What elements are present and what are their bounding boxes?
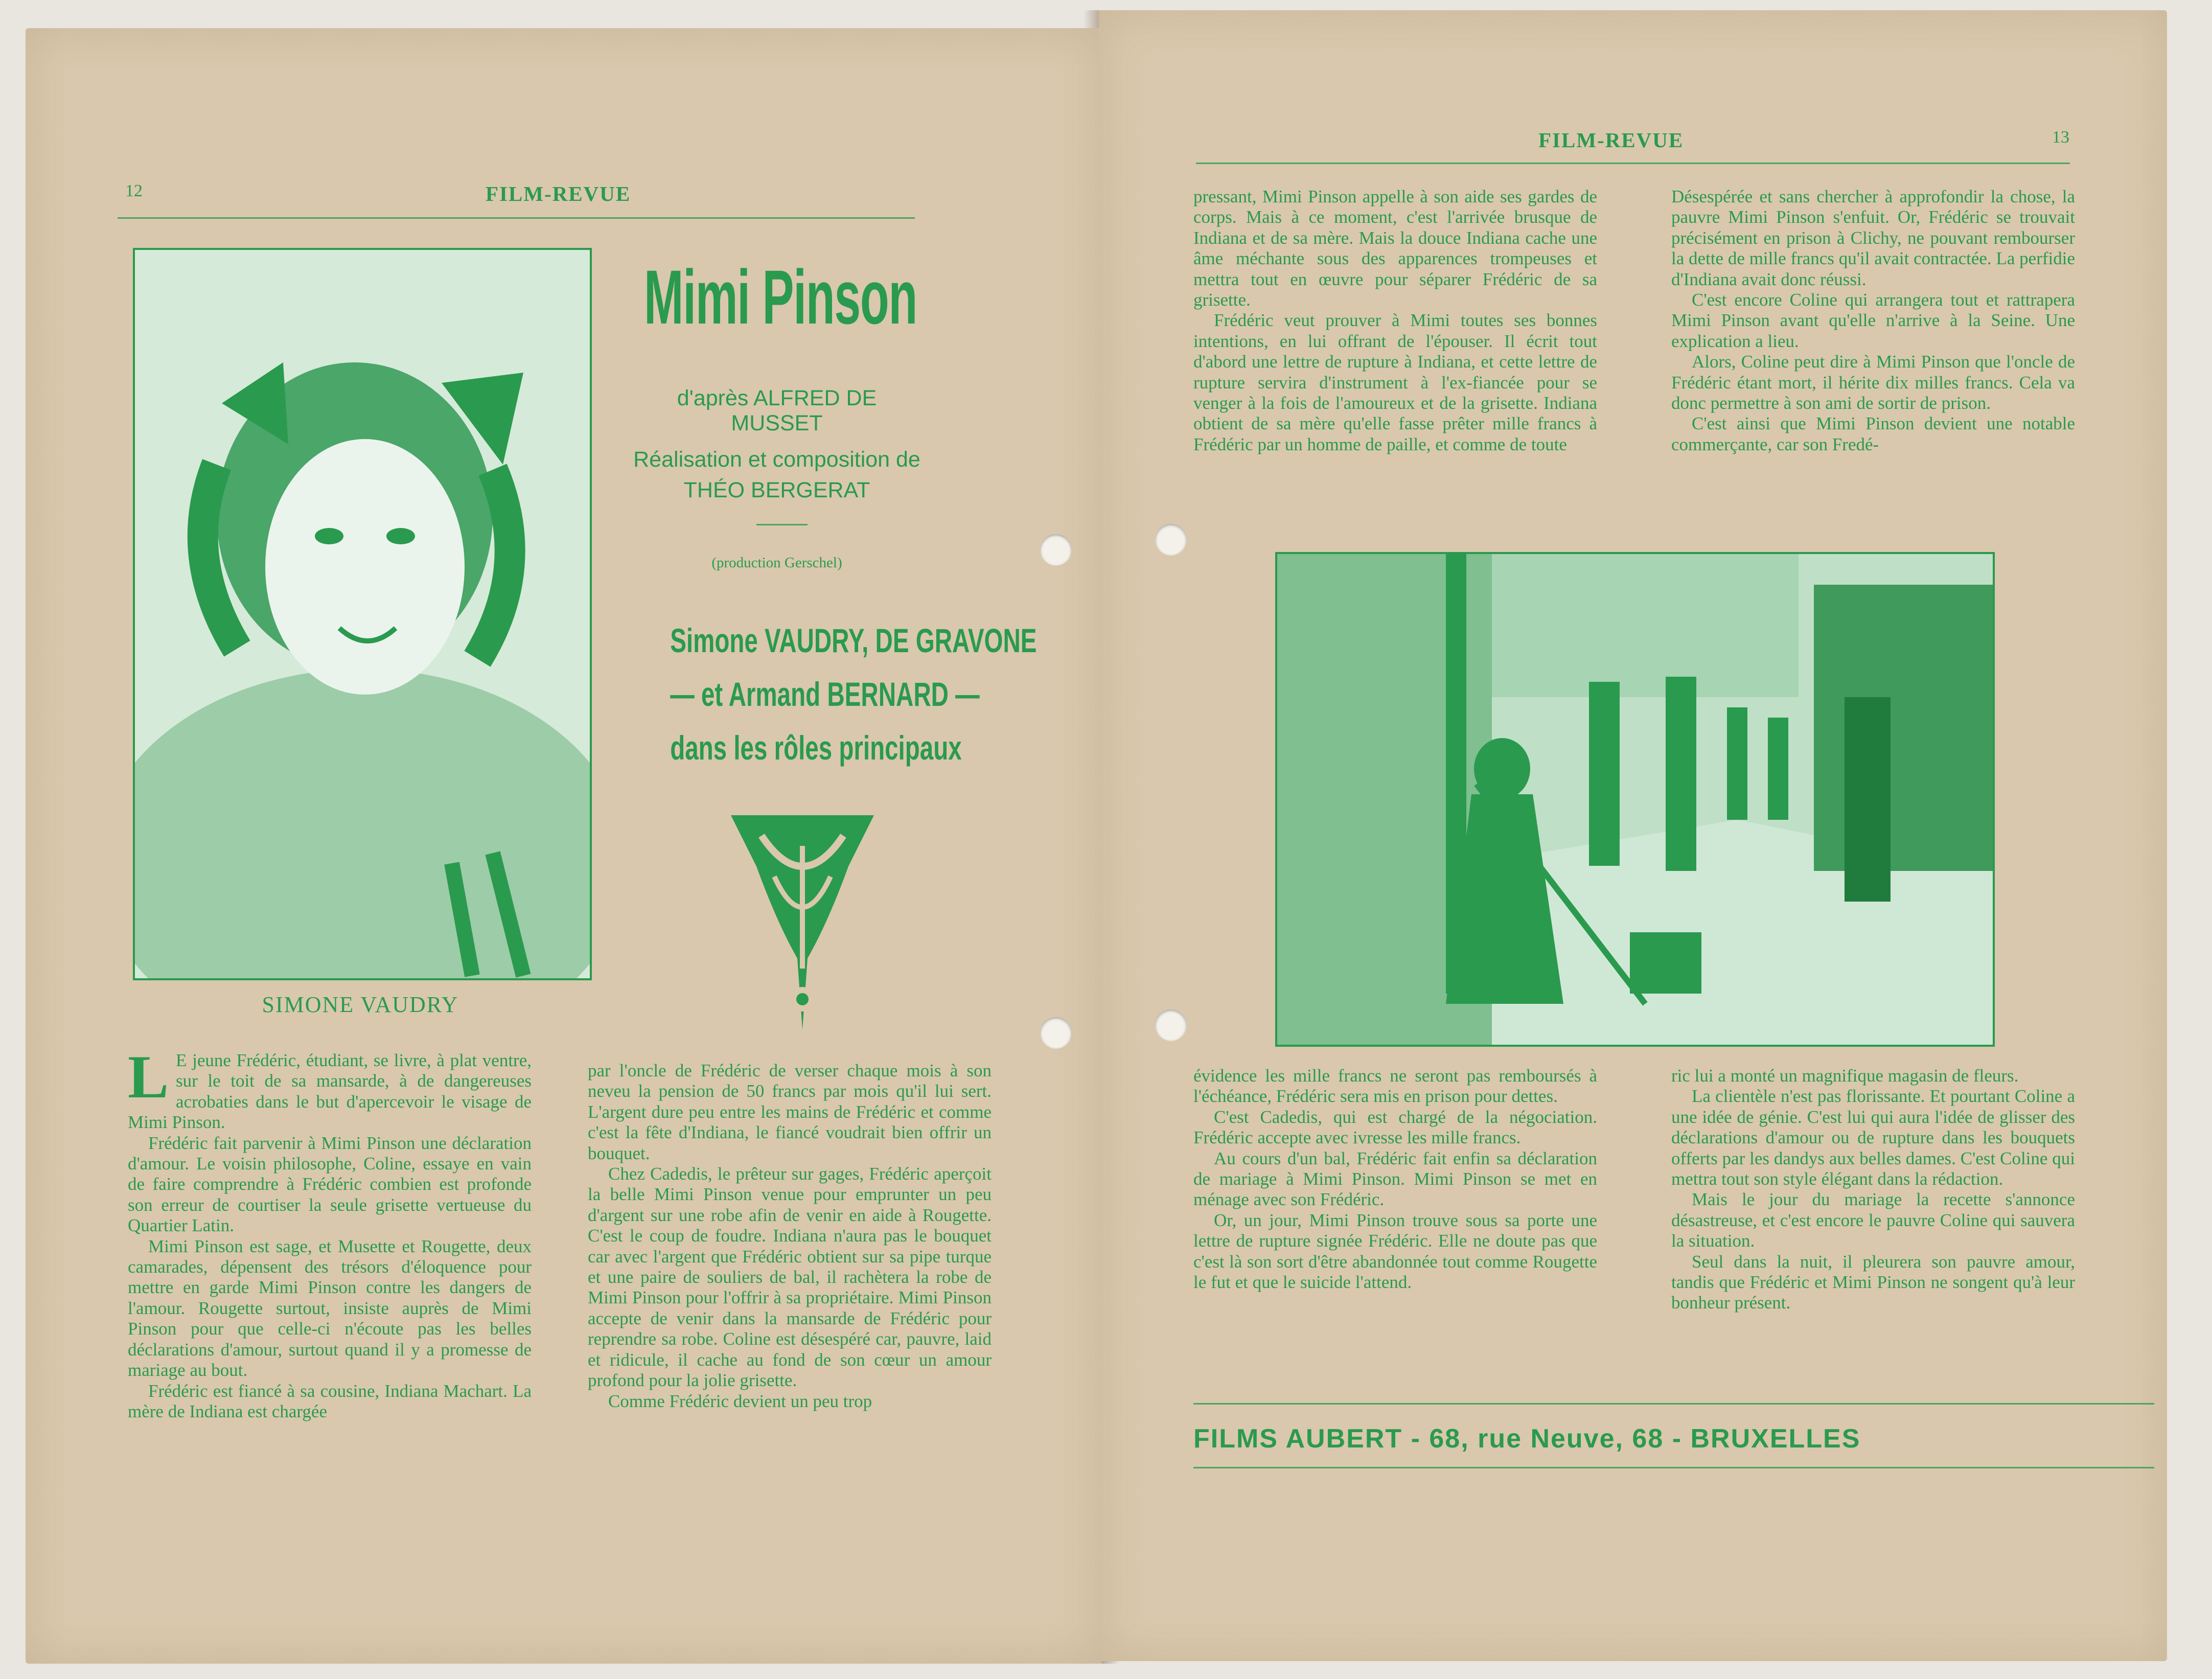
paragraph: Comme Frédéric devient un peu trop xyxy=(608,1391,872,1411)
director-name: THÉO BERGERAT xyxy=(683,478,870,502)
paragraph: Chez Cadedis, le prêteur sur gages, Frédéric aperçoit la belle Mimi Pinson venue pour emprunter un peu d'argent sur une robe afin de venir en aide à Rougette. C'est le coup de foudre. Indiana n'aura pas le bouquet car avec l'argent que Frédéric obtient sur sa pipe turque et une paire de souliers de bal, il rachètera la robe de Mimi Pinson pour l'offrir à sa propriétaire. Mimi Pinson accepte de venir dans la mansarde de Frédéric pour reprendre sa robe. Coline est désespéré car, pauvre, laid et ridicule, il cache au fond de son cœur un amour profond pour la jolie grisette. xyxy=(588,1164,992,1391)
paragraph: Alors, Coline peut dire à Mimi Pinson que l'oncle de Frédéric étant mort, il hérite dix milles francs. Cela va donc permettre à son ami de sortir de prison. xyxy=(1671,352,2075,413)
film-title: Mimi Pinson xyxy=(644,254,917,340)
punch-hole xyxy=(1040,1017,1072,1049)
running-header: FILM-REVUE xyxy=(1538,128,1684,152)
publisher-footer: FILMS AUBERT - 68, rue Neuve, 68 - BRUXELLES xyxy=(1193,1424,1861,1454)
article-column-2-bottom xyxy=(1671,1066,2075,1314)
left-page xyxy=(26,28,1101,1664)
cast-line-1: Simone VAUDRY, DE GRAVONE xyxy=(670,622,1037,659)
paragraph: La clientèle n'est pas florissante. Et pourtant Coline a une idée de génie. C'est lui qui aura l'idée de glisser des déclarations d'amour ou de rupture dans les bouquets offerts par les dandys aux belles dames. C'est Coline qui mettra tout son style élégant dans la rédaction. xyxy=(1671,1086,2075,1189)
cast-line-2: — et Armand BERNARD — xyxy=(670,675,980,713)
page-number: 12 xyxy=(125,181,143,200)
article-column-1 xyxy=(128,1043,532,1422)
cast-line-3: dans les rôles principaux xyxy=(670,729,962,767)
punch-hole xyxy=(1040,534,1072,566)
punch-hole xyxy=(1155,1009,1187,1041)
paragraph: C'est Cadedis, qui est chargé de la négociation. Frédéric accepte avec ivresse les mille francs. xyxy=(1193,1107,1597,1148)
paragraph: Or, un jour, Mimi Pinson trouve sous sa porte une lettre de rupture signée Frédéric. Elle ne doute pas que c'est là son sort d'être abandonnée tout comme Rougette le fut et que le suicide l'attend. xyxy=(1193,1210,1597,1293)
article-column-1-top xyxy=(1193,187,1597,455)
footer-rule xyxy=(1193,1403,2154,1405)
paragraph: Mimi Pinson est sage, et Musette et Rougette, deux camarades, dépensent des trésors d'éloquence pour mettre en garde Mimi Pinson contre les dangers de l'amour. Rougette surtout, insiste auprès de Mimi Pinson pour que celle-ci n'écoute pas les belles déclarations d'amour, surtout quand il y a promesse de mariage au bout. xyxy=(128,1236,532,1381)
paragraph: Seul dans la nuit, il pleurera son pauvre amour, tandis que Frédéric et Mimi Pinson ne songent qu'à leur bonheur présent. xyxy=(1671,1251,2075,1313)
street-scene-photo xyxy=(1275,552,1995,1047)
page-number: 13 xyxy=(2052,128,2069,147)
street-scene-illustration xyxy=(1277,554,1993,1045)
running-header: FILM-REVUE xyxy=(486,182,631,205)
title-divider xyxy=(756,524,808,525)
production-credit: (production Gerschel) xyxy=(711,555,842,571)
paragraph: Mais le jour du mariage la recette s'annonce désastreuse, et c'est encore le pauvre Coline qui sauvera la situation. xyxy=(1671,1189,2075,1251)
drop-cap: L xyxy=(128,1043,169,1111)
photo-caption: SIMONE VAUDRY xyxy=(262,992,459,1017)
portrait-illustration xyxy=(135,250,590,978)
paragraph: L E jeune Frédéric, étudiant, se livre, à plat ventre, sur le toit de sa mansarde, à de dangereuses acrobaties dans le but d'apercevoir le visage de Mimi Pinson. xyxy=(128,1043,532,1133)
paragraph: C'est encore Coline qui arrangera tout et rattrapera Mimi Pinson avant qu'elle n'arrive à la Seine. Une explication a lieu. xyxy=(1671,290,2075,351)
realisation-line: Réalisation et composition de xyxy=(633,447,920,472)
footer-rule xyxy=(1193,1467,2154,1468)
paragraph: ric lui a monté un magnifique magasin de fleurs. xyxy=(1671,1066,2019,1086)
article-column-2-top xyxy=(1671,187,2075,455)
portrait-photo xyxy=(133,248,592,980)
paragraph: C'est ainsi que Mimi Pinson devient une notable commerçante, car son Fredé- xyxy=(1671,413,2075,454)
paragraph: Frédéric est fiancé à sa cousine, Indiana Machart. La mère de Indiana est chargée xyxy=(128,1381,532,1421)
punch-hole xyxy=(1155,524,1187,556)
header-rule xyxy=(118,217,915,219)
paragraph: pressant, Mimi Pinson appelle à son aide ses gardes de corps. Mais à ce moment, c'est l'arrivée brusque de Indiana et de sa mère. Mais la douce Indiana cache une âme méchante sous des apparences trompeuses et mettra tout en œuvre pour séparer Frédéric de sa grisette. xyxy=(1193,187,1597,310)
paragraph: évidence les mille francs ne seront pas remboursés à l'échéance, Frédéric sera mis en prison pour dettes. xyxy=(1193,1066,1597,1107)
paragraph: Frédéric veut prouver à Mimi toutes ses bonnes intentions, en lui offrant de l'épouser. Il écrit tout d'abord une lettre de rupture à Indiana, et cette lettre de rupture servira d'instrument à l'ex-fiancée pour se venger à la fois de l'amoureux et de la grisette. Indiana obtient de sa mère qu'elle fasse prêter mille francs à Frédéric par un homme de paille, et comme de toute xyxy=(1193,310,1597,454)
paragraph: Désespérée et sans chercher à approfondir la chose, la pauvre Mimi Pinson s'enfuit. Or, Frédéric se trouvait précisément en prison à Clichy, ne pouvant rembourser la dette de mille francs qu'il avait contractée. La perfidie d'Indiana avait donc réussi. xyxy=(1671,187,2075,289)
right-page xyxy=(1099,10,2167,1661)
paragraph: Frédéric fait parvenir à Mimi Pinson une déclaration d'amour. Le voisin philosophe, Coline, essaye en vain de faire comprendre à Frédéric combien est profonde son erreur de courtiser la seule grisette vertueuse du Quartier Latin. xyxy=(128,1133,532,1236)
art-nouveau-ornament xyxy=(726,805,879,1040)
paragraph: Au cours d'un bal, Frédéric fait enfin sa déclaration de mariage à Mimi Pinson. Mimi Pinson se met en ménage avec son Frédéric. xyxy=(1193,1148,1597,1210)
header-rule xyxy=(1196,163,2070,164)
article-column-1-bottom xyxy=(1193,1066,1597,1293)
article-column-2 xyxy=(588,1061,992,1412)
paragraph: par l'oncle de Frédéric de verser chaque mois à son neveu la pension de 50 francs par mois qu'il lui sert. L'argent dure peu entre les mains de Frédéric et comme c'est la fête d'Indiana, le fiancé voudrait bien offrir un bouquet. xyxy=(588,1061,992,1163)
source-credit: d'après ALFRED DE MUSSET xyxy=(677,386,877,435)
